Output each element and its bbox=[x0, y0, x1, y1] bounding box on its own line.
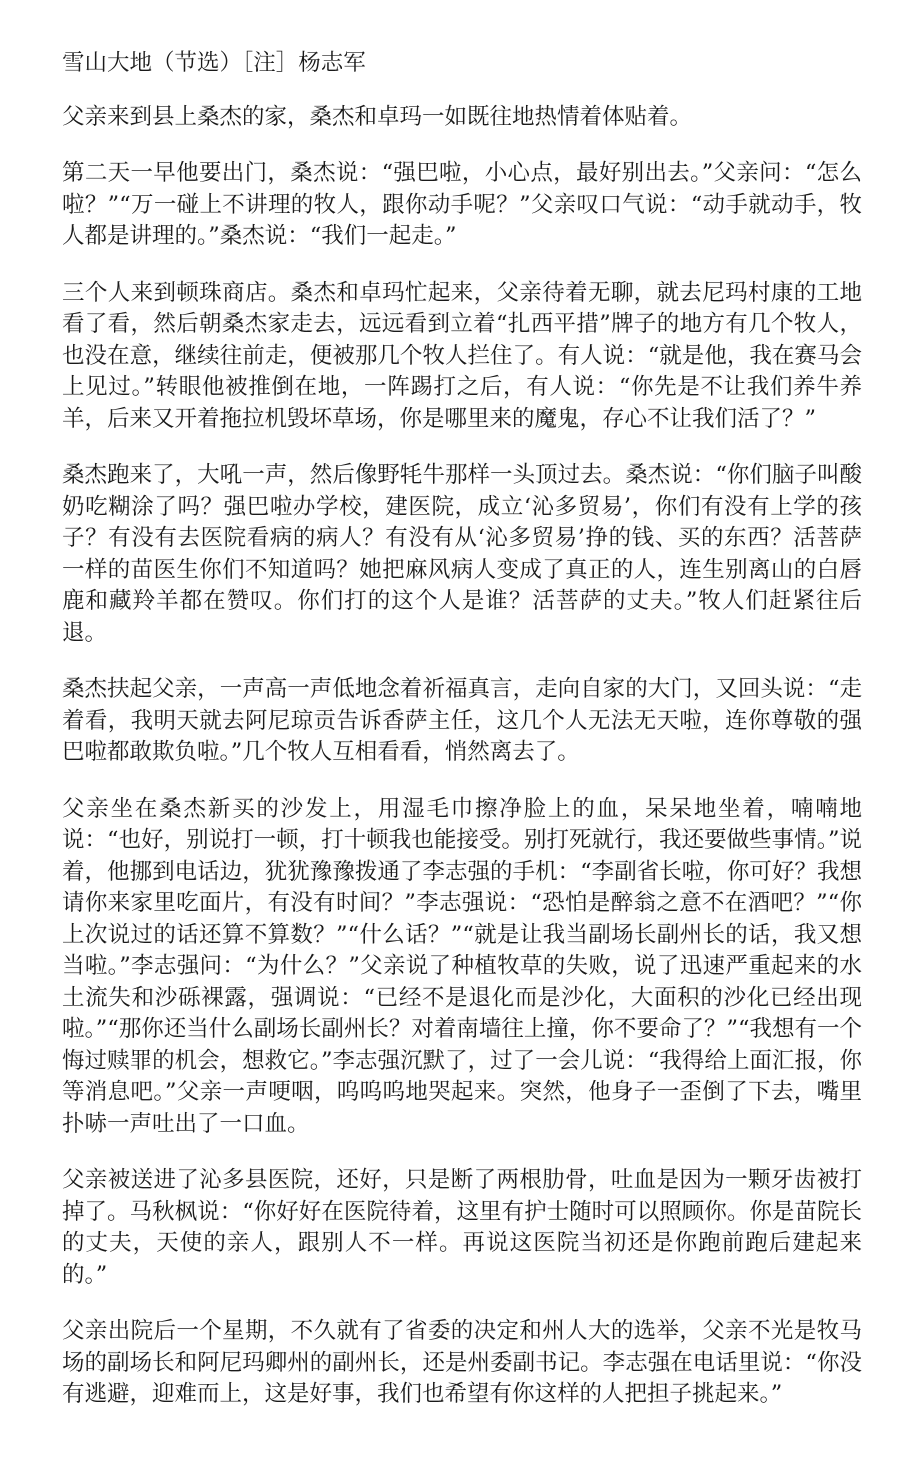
paragraph-4: 桑杰跑来了，大吼一声，然后像野牦牛那样一头顶过去。桑杰说：“你们脑子叫酸奶吃糊涂了吗？强巴啦办学校，建医院，成立‘沁多贸易’，你们有没有上学的孩子？有没有去医院看病的病人？有没有从‘沁多贸易’挣的钱、买的东西？活菩萨一样的苗医生你们不知道吗？她把麻风病人变成了真正的人，连生别离山的白唇鹿和藏羚羊都在赞叹。你们打的这个人是谁？活菩萨的丈夫。”牧人们赶紧往后退。 bbox=[62, 462, 862, 646]
paragraph-3: 三个人来到顿珠商店。桑杰和卓玛忙起来，父亲待着无聊，就去尼玛村康的工地看了看，然后朝桑杰家走去，远远看到立着“扎西平措”牌子的地方有几个牧人，也没在意，继续往前走，便被那几个牧人拦住了。有人说：“就是他，我在赛马会上见过。”转眼他被推倒在地，一阵踢打之后，有人说：“你先是不让我们养牛养羊，后来又开着拖拉机毁坏草场，你是哪里来的魔鬼，存心不让我们活了？” bbox=[62, 279, 862, 432]
paragraph-6: 父亲坐在桑杰新买的沙发上，用湿毛巾擦净脸上的血，呆呆地坐着，喃喃地说：“也好，别说打一顿，打十顿我也能接受。别打死就行，我还要做些事情。”说着，他挪到电话边，犹犹豫豫拨通了李志强的手机：“李副省长啦，你可好？我想请你来家里吃面片，有没有时间？”李志强说：“恐怕是醉翁之意不在酒吧？”“你上次说过的话还算不算数？”“什么话？”“就是让我当副场长副州长的话，我又想当啦。”李志强问：“为什么？”父亲说了种植牧草的失败，说了迅速严重起来的水土流失和沙砾裸露，强调说：“已经不是退化而是沙化，大面积的沙化已经出现啦。”“那你还当什么副场长副州长？对着南墙往上撞，你不要命了？”“我想有一个悔过赎罪的机会，想救它。”李志强沉默了，过了一会儿说：“我得给上面汇报，你等消息吧。”父亲一声哽咽，呜呜呜地哭起来。突然，他身子一歪倒了下去，嘴里扑哧一声吐出了一口血。 bbox=[62, 795, 862, 1137]
paragraph-2: 第二天一早他要出门，桑杰说：“强巴啦，小心点，最好别出去。”父亲问：“怎么啦？”“万一碰上不讲理的牧人，跟你动手呢？”父亲叹口气说：“动手就动手，牧人都是讲理的。”桑杰说：“我们一起走。” bbox=[62, 160, 862, 249]
document-title: 雪山大地（节选）［注］杨志军 bbox=[62, 50, 366, 76]
paragraph-5: 桑杰扶起父亲，一声高一声低地念着祈福真言，走向自家的大门，又回头说：“走着看，我明天就去阿尼琼贡告诉香萨主任，这几个人无法无天啦，连你尊敬的强巴啦都敢欺负啦。”几个牧人互相看看，悄然离去了。 bbox=[62, 676, 862, 765]
paragraph-1: 父亲来到县上桑杰的家，桑杰和卓玛一如既往地热情着体贴着。 bbox=[62, 103, 693, 130]
document-page bbox=[62, 48, 862, 1436]
paragraph-8: 父亲出院后一个星期，不久就有了省委的决定和州人大的选举，父亲不光是牧马场的副场长和阿尼玛卿州的副州长，还是州委副书记。李志强在电话里说：“你没有逃避，迎难而上，这是好事，我们也希望有你这样的人把担子挑起来。” bbox=[62, 1318, 862, 1407]
paragraph-7: 父亲被送进了沁多县医院，还好，只是断了两根肋骨，吐血是因为一颗牙齿被打掉了。马秋枫说：“你好好在医院待着，这里有护士随时可以照顾你。你是苗院长的丈夫，天使的亲人，跟别人不一样。再说这医院当初还是你跑前跑后建起来的。” bbox=[62, 1167, 862, 1288]
